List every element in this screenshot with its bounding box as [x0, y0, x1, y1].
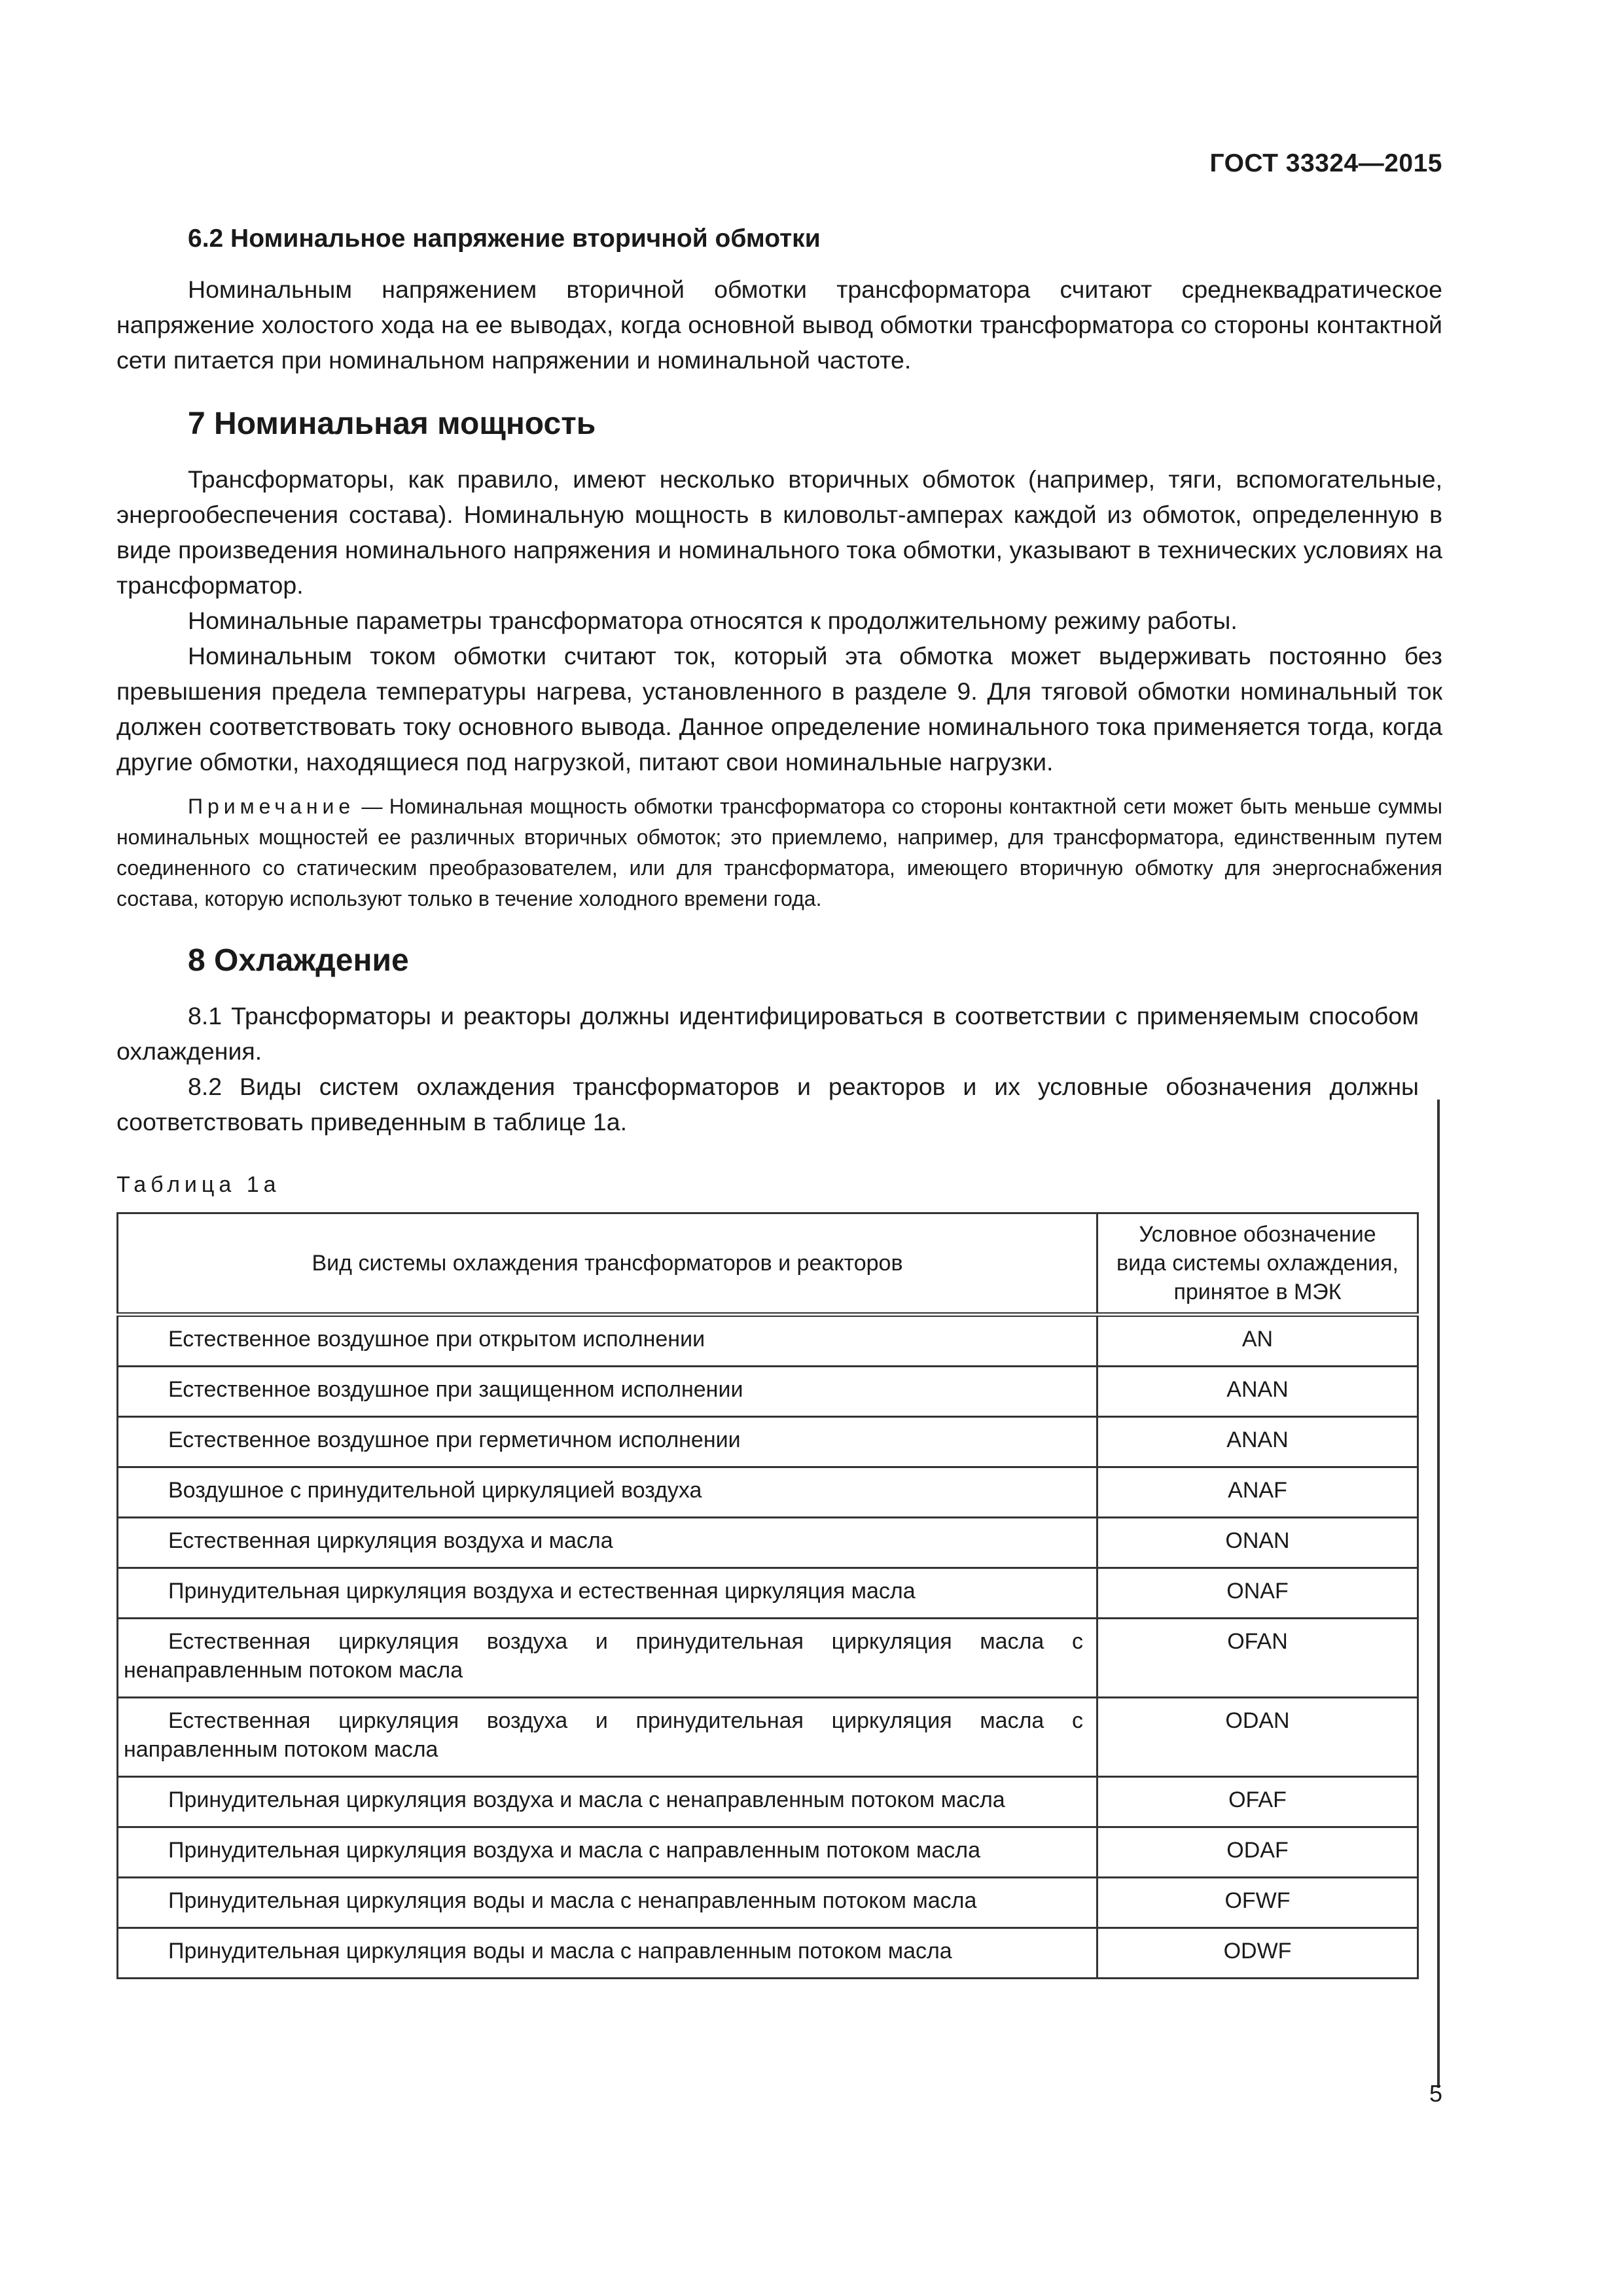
- cooling-type-cell: Принудительная циркуляция воздуха и естественная циркуляция масла: [118, 1568, 1097, 1619]
- cooling-type-cell: Принудительная циркуляция воздуха и масла с направленным потоком масла: [118, 1827, 1097, 1878]
- table-caption: Таблица 1а: [116, 1172, 281, 1198]
- section-8-paragraph-1: 8.1 Трансформаторы и реакторы должны идентифицироваться в соответствии с применяемым способом охлаждения.: [116, 1002, 1419, 1066]
- table-row: [118, 1417, 1418, 1467]
- cooling-code-cell: ANAN: [1097, 1367, 1418, 1417]
- cooling-code-cell: ODAF: [1097, 1827, 1418, 1878]
- standard-code: ГОСТ 33324—2015: [1209, 149, 1442, 177]
- cooling-code-cell: ANAN: [1097, 1417, 1418, 1467]
- table-row: [118, 1777, 1418, 1827]
- table-row: [118, 1928, 1418, 1979]
- cooling-type-cell: Естественное воздушное при защищенном исполнении: [118, 1367, 1097, 1417]
- note-label: Примечание: [188, 795, 355, 819]
- cooling-type-cell: Принудительная циркуляция воздуха и масла с ненаправленным потоком масла: [118, 1777, 1097, 1827]
- table-header-code-text: Условное обозначение вида системы охлаждения, принятое в МЭК: [1116, 1222, 1399, 1305]
- cooling-code-cell: ODAN: [1097, 1698, 1418, 1777]
- page-content: [116, 223, 1442, 1979]
- section-7-paragraph-2: Номинальные параметры трансформатора относятся к продолжительному режиму работы.: [188, 607, 1238, 635]
- section-7-paragraph-3: Номинальным током обмотки считают ток, который эта обмотка может выдерживать постоянно без превышения предела температуры нагрева, установленного в разделе 9. Для тяговой обмотки номинальный ток должен соответствовать току основного вывода. Данное определение номинального тока применяется тогда, когда другие обмотки, находящиеся под нагрузкой, питают свои номинальные нагрузки.: [116, 642, 1442, 776]
- table-row: [118, 1827, 1418, 1878]
- section-7-paragraph-1: Трансформаторы, как правило, имеют несколько вторичных обмоток (например, тяги, вспомогательные, энергообеспечения состава). Номинальную мощность в киловольт-амперах каждой из обмоток, определенную в виде произведения номинального напряжения и номинального тока обмотки, указывают в технических условиях на трансформатор.: [116, 465, 1442, 600]
- cooling-code-cell: OFWF: [1097, 1878, 1418, 1928]
- section-7-title: 7 Номинальная мощность: [188, 406, 596, 441]
- table-row: [118, 1878, 1418, 1928]
- section-8-title: 8 Охлаждение: [188, 943, 409, 978]
- cooling-type-cell: Естественная циркуляция воздуха и принудительная циркуляция масла с направленным потоком масла: [118, 1698, 1097, 1777]
- cooling-systems-table: [116, 1212, 1419, 1979]
- table-row: [118, 1315, 1418, 1367]
- cooling-type-cell: Воздушное с принудительной циркуляцией воздуха: [118, 1467, 1097, 1518]
- note-text: — Номинальная мощность обмотки трансформатора со стороны контактной сети может быть меньше суммы номинальных мощностей ее различных вторичных обмоток; это приемлемо, например, для трансформатора, единственным путем соединенного со статическим преобразователем, или для трансформатора, имеющего вторичную обмотку для энергоснабжения состава, которую используют только в течение холодного времени года.: [116, 795, 1442, 911]
- section-7-note: [116, 791, 1442, 914]
- section-8-body: [116, 998, 1419, 1979]
- cooling-type-cell: Естественное воздушное при открытом исполнении: [118, 1315, 1097, 1367]
- cooling-code-cell: ODWF: [1097, 1928, 1418, 1979]
- cooling-type-cell: Естественное воздушное при герметичном исполнении: [118, 1417, 1097, 1467]
- table-header-code: [1097, 1213, 1418, 1315]
- cooling-code-cell: AN: [1097, 1315, 1418, 1367]
- table-row: [118, 1619, 1418, 1698]
- table-row: [118, 1568, 1418, 1619]
- cooling-code-cell: OFAN: [1097, 1619, 1418, 1698]
- table-header-type: Вид системы охлаждения трансформаторов и реакторов: [118, 1213, 1097, 1315]
- cooling-code-cell: ANAF: [1097, 1467, 1418, 1518]
- cooling-type-cell: Естественная циркуляция воздуха и принудительная циркуляция масла с ненаправленным потоком масла: [118, 1619, 1097, 1698]
- cooling-code-cell: OFAF: [1097, 1777, 1418, 1827]
- table-row: [118, 1467, 1418, 1518]
- cooling-code-cell: ONAF: [1097, 1568, 1418, 1619]
- cooling-type-cell: Принудительная циркуляция воды и масла с направленным потоком масла: [118, 1928, 1097, 1979]
- table-row: [118, 1518, 1418, 1568]
- section-6-2-title: 6.2 Номинальное напряжение вторичной обмотки: [188, 224, 821, 253]
- section-8-paragraph-2: 8.2 Виды систем охлаждения трансформаторов и реакторов и их условные обозначения должны соответствовать приведенным в таблице 1а.: [116, 1073, 1419, 1136]
- section-6-2-paragraph: Номинальным напряжением вторичной обмотки трансформатора считают среднеквадратическое напряжение холостого хода на ее выводах, когда основной вывод обмотки трансформатора со стороны контактной сети питается при номинальном напряжении и номинальной частоте.: [116, 275, 1442, 374]
- cooling-type-cell: Естественная циркуляция воздуха и масла: [118, 1518, 1097, 1568]
- table-row: [118, 1698, 1418, 1777]
- page-number: 5: [1429, 2080, 1442, 2107]
- cooling-code-cell: ONAN: [1097, 1518, 1418, 1568]
- table-row: [118, 1367, 1418, 1417]
- cooling-type-cell: Принудительная циркуляция воды и масла с ненаправленным потоком масла: [118, 1878, 1097, 1928]
